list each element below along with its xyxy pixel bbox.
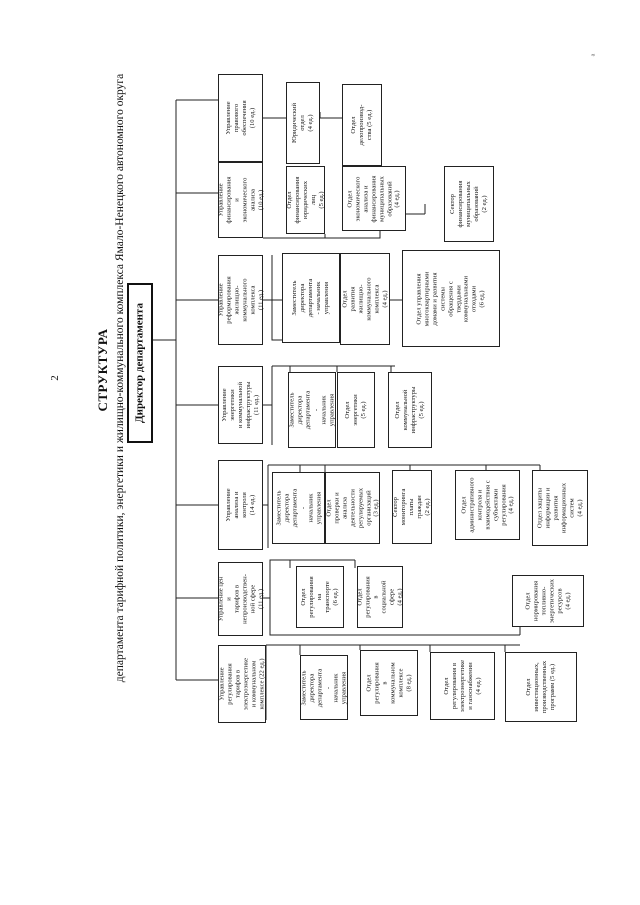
deputy-energy-box: [288, 372, 336, 448]
communal-dept-label: Отдел регулирования в коммунальном комплексе (8 ед.): [365, 662, 412, 704]
finance-mgmt-box: [218, 162, 263, 238]
housing-reform-label: Управление реформирования жилищно- коммунального комплекса (11 ед.): [216, 276, 264, 324]
fuel-dept-label: Отдел нормирования топливно- энергетических ресурсов (4 ед.): [524, 579, 571, 623]
infra-dept-label: Отдел коммунальной инфраструктуры (5 ед.): [394, 386, 425, 434]
econ-analysis-box: [342, 166, 406, 231]
energy-mgmt-box: [218, 366, 263, 444]
energy-mgmt-label: Управление энергетики и коммунальной инфраструктуры (11 ед.): [220, 381, 260, 429]
waste-dept-box: [402, 250, 500, 347]
deputy-housing-label: Заместитель директора департамента - начальник управления: [291, 278, 330, 318]
invest-dept-box: [505, 652, 577, 722]
muni-finance-label: Сектор финансирования муниципальных образований (2 ед.): [449, 180, 488, 228]
legal-support-label: Управление правового обеспечения (10 ед.): [224, 100, 256, 136]
electro-dept-label: Отдел регулирования в электроэнергетике и газоснабжении (4 ед.): [442, 659, 482, 713]
director-trunk: [153, 100, 176, 680]
admin-control-label: Отдел административного контроля и взаимодействия с субъектами регулирования (4 ед.): [459, 477, 515, 533]
energy-dept-label: Отдел энергетики (5 ед.): [344, 394, 367, 426]
deputy-tariff-label: Заместитель директора департамента - начальник управления: [300, 668, 347, 707]
waste-dept-label: Отдел управления многоквартирными домами и развития системы обращения с твердыми коммунальными отходами (6 ед.): [415, 271, 486, 326]
admin-control-box: [455, 470, 520, 540]
deputy-energy-label: Заместитель директора департамента - начальник управления: [288, 390, 335, 430]
prices-mgmt-label: Управление цен и тарифов в непроизводствен- ной сфере (11 ед.): [216, 574, 264, 624]
audit-dept-box: [325, 472, 380, 544]
housing-dev-box: [340, 253, 390, 345]
director-box: [127, 283, 153, 443]
infra-dept-box: [388, 372, 432, 448]
info-protect-label: Отдел защиты информации и развития информационных систем (4 ед.): [536, 482, 583, 534]
legal-support-box: [218, 74, 263, 162]
corner-mark: а: [590, 53, 597, 57]
deputy-analysis-label: Заместитель директора департамента - начальник управления: [274, 488, 322, 528]
social-dept-label: Отдел регулирования в социальной сфере (4 ед.): [356, 576, 403, 618]
payments-sector-label: Сектор мониторинга платы граждан (2 ед.): [392, 488, 431, 526]
deputy-housing-box: [282, 253, 340, 343]
legal-dept-box: [286, 82, 320, 164]
electro-dept-box: [430, 652, 495, 720]
legal-dept-label: Юридический отдел (4 ед.): [291, 102, 314, 144]
tariff-mgmt-label: Управление регулирования тарифов в электроэнергетике и коммунальном комплексе (22 ед.): [218, 657, 265, 711]
muni-finance-box: [444, 166, 494, 242]
housing-dev-label: Отдел развития жилищно-коммунального комплекса (4 ед.): [341, 277, 388, 321]
invest-dept-label: Отдел инвестиционных, производственных программ (5 ед.): [525, 660, 556, 714]
audit-dept-label: Отдел проверки и анализа деятельности регулируемых организаций (3 ед.): [324, 488, 380, 528]
paperwork-dept-box: [342, 84, 382, 166]
deputy-analysis-box: [272, 472, 325, 544]
analysis-mgmt-box: [218, 460, 263, 550]
analysis-mgmt-label: Управление анализа и контроля (14 ед.): [224, 488, 256, 522]
transport-dept-box: [296, 566, 344, 628]
finance-legal-box: [286, 166, 325, 234]
page-number: 2: [49, 375, 61, 381]
director-label: Директор департамента: [133, 303, 146, 423]
finance-mgmt-label: Управление финансирования и экономического анализа (10 ед.): [216, 176, 264, 224]
housing-reform-box: [218, 255, 263, 345]
social-dept-box: [357, 566, 403, 628]
econ-analysis-label: Отдел экономического анализа и финансирования муниципальных образований (4 ед.): [346, 175, 401, 222]
paperwork-dept-label: Отдел делопроизвод- ства (5 ед.): [350, 104, 373, 146]
info-protect-box: [532, 470, 588, 546]
tariff-mgmt-box: [218, 645, 266, 723]
transport-dept-label: Отдел регулирования на транспорте (6 ед.): [300, 576, 339, 618]
chart-subtitle: департамента тарифной политики, энергетики и жилищно-коммунального комплекса Ямало-Ненецкого автономного округа: [114, 73, 126, 683]
prices-mgmt-box: [218, 562, 263, 636]
fuel-dept-box: [512, 575, 584, 627]
finance-legal-label: Отдел финансирования юридических лиц (5 ед.): [285, 176, 325, 224]
deputy-tariff-box: [300, 655, 348, 720]
payments-sector-box: [392, 470, 432, 544]
communal-dept-box: [360, 650, 418, 716]
chart-title: СТРУКТУРА: [95, 328, 110, 412]
energy-dept-box: [337, 372, 375, 448]
